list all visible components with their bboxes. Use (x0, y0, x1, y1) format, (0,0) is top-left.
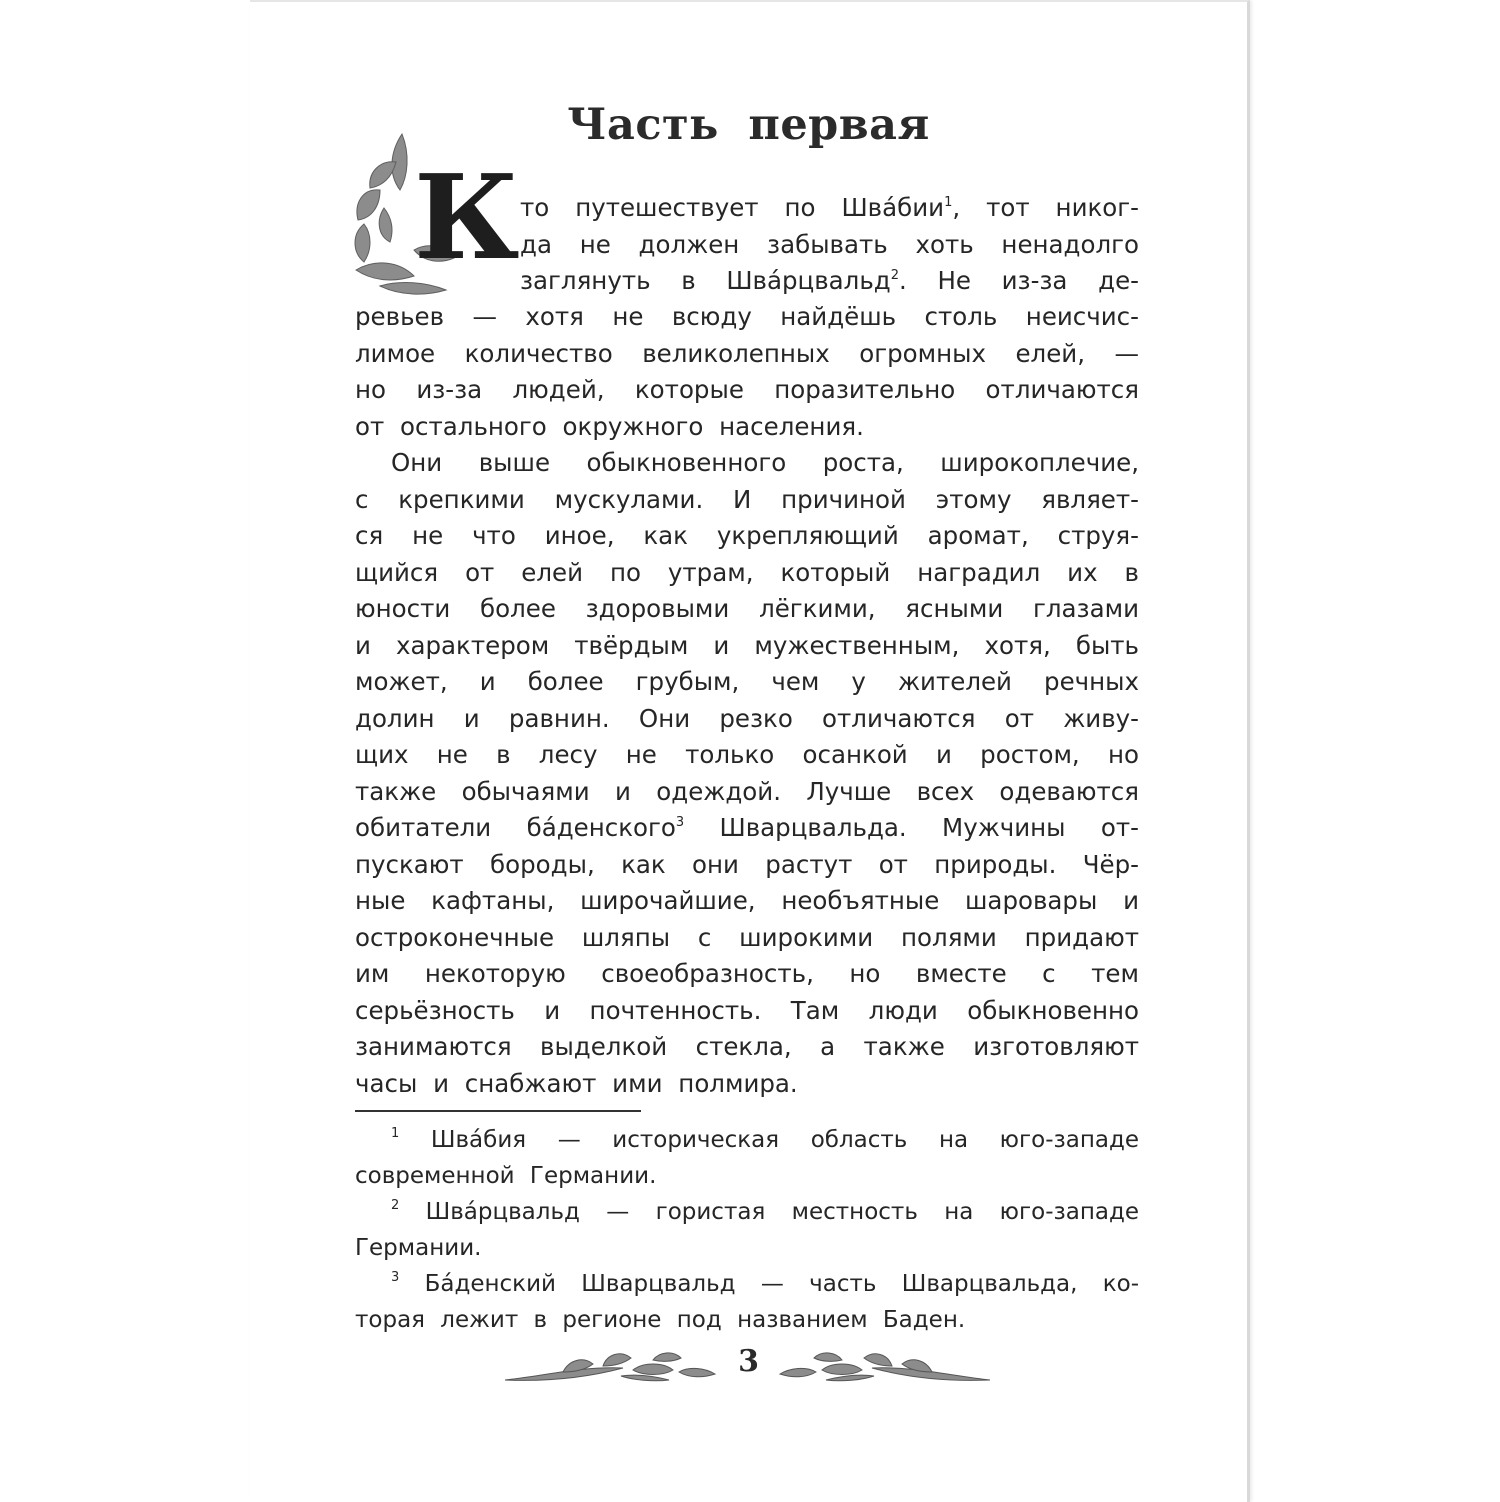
right-flourish-icon (777, 1346, 992, 1386)
drop-cap-letter: К (414, 150, 520, 286)
footnote-3: $^3$ Ба́денский Шварцвальд — часть Шварцвальда, ко- торая лежит в регионе под названием Баден. (355, 1270, 1139, 1333)
paragraph-2: Они выше обыкновенного роста, широкоплечие, с крепкими мускулами. И причиной этому являет- ся не что иное, как укрепляющий аромат, струя- щийся от елей по утрам, который наградил их в юности более здоровыми лёгкими, ясными глазами и характером твёрдым и мужественным, хотя, быть может, и более грубым, чем у жителей речных долин и равнин. Они резко отличаются от живу- щих не в лесу не только осанкой и ростом, но также обычаями и одеждой. Лучше всех одеваются обитатели ба́денского$^3$ Шварцвальда. Мужчины от- пускают бороды, как они растут от природы. Чёр- ные кафтаны, широчайшие, необъятные шаровары и остроконечные шляпы с широкими полями придают им некоторую своеобразность, но вместе с тем серьёзность и почтенность. Там люди обыкновенно занимаются выделкой стекла, а также изготовляют часы и снабжают ими полмира. (355, 448, 1139, 1098)
footnote-2: $^2$ Шва́рцвальд — гористая местность на юго-западе Германии. (355, 1198, 1139, 1261)
paragraph-1-lead: то путешествует по Шва́бии$^1$, тот никог- да не должен забывать хоть ненадолго заглянуть в Шва́рцвальд$^2$. Не из-за де- (520, 193, 1139, 295)
footnote-divider (355, 1110, 641, 1112)
drop-cap (350, 130, 520, 300)
page-number: 3 (738, 1344, 759, 1379)
chapter-title: Часть первая (567, 100, 930, 150)
footnote-1: $^1$ Шва́бия — историческая область на юго-западе современной Германии. (355, 1126, 1139, 1189)
book-page (250, 0, 1250, 1502)
paragraph-1: ревьев — хотя не всюду найдёшь столь неисчис- лимое количество великолепных огромных елей, — но из-за людей, которые поразительно отличаются от остального окружного населения. (355, 302, 1139, 441)
